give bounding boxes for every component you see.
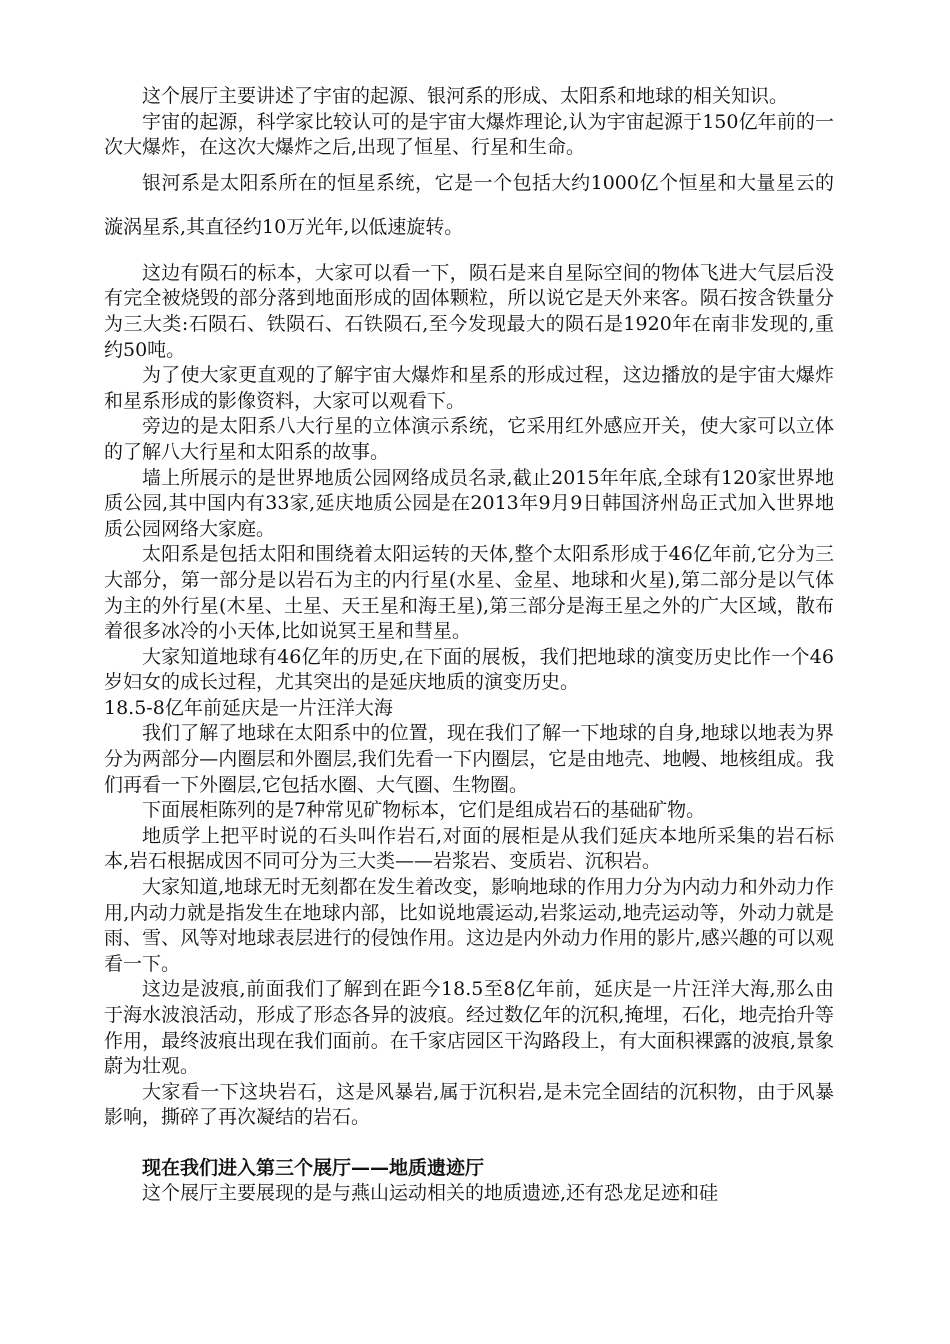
paragraph-hall-intro: 这个展厅主要讲述了宇宙的起源、银河系的形成、太阳系和地球的相关知识。: [142, 85, 789, 107]
paragraph-rocks: 地质学上把平时说的石头叫作岩石,对面的展柜是从我们延庆本地所采集的岩石标本,岩石根据成因不同可分为三大类——岩浆岩、变质岩、沉积岩。: [104, 824, 834, 873]
paragraph-earth-layers: 我们了解了地球在太阳系中的位置，现在我们了解一下地球的自身,地球以地表为界分为两部分—内圈层和外圈层,我们先看一下内圈层，它是由地壳、地幔、地核组成。我们再看一下外圈层,它包括水圈、大气圈、生物圈。: [104, 722, 834, 796]
paragraph-ripple-marks: 这边是波痕,前面我们了解到在距今18.5至8亿年前，延庆是一片汪洋大海,那么由于海水波浪活动，形成了形态各异的波痕。经过数亿年的沉积,掩埋，石化，地壳抬升等作用，最终波痕出现在我们面前。在千家店园区干沟路段上，有大面积裸露的波痕,景象蔚为壮观。: [104, 978, 834, 1078]
paragraph-meteorites: 这边有陨石的标本，大家可以看一下，陨石是来自星际空间的物体飞进大气层后没有完全被烧毁的部分落到地面形成的固体颗粒，所以说它是天外来客。陨石按含铁量分为三大类:石陨石、铁陨石、石铁陨石,至今发现最大的陨石是1920年在南非发现的,重约50吨。: [104, 261, 834, 361]
document-body: [104, 84, 834, 1207]
paragraph-universe-origin: 宇宙的起源，科学家比较认可的是宇宙大爆炸理论,认为宇宙起源于150亿年前的一次大爆炸，在这次大爆炸之后,出现了恒星、行星和生命。: [104, 110, 834, 159]
paragraph-dynamic-forces: 大家知道,地球无时无刻都在发生着改变，影响地球的作用力分为内动力和外动力作用,内动力就是指发生在地球内部，比如说地震运动,岩浆运动,地壳运动等，外动力就是雨、雪、风等对地球表层进行的侵蚀作用。这边是内外动力作用的影片,感兴趣的可以观看一下。: [104, 876, 834, 975]
paragraph-geological-relics: 这个展厅主要展现的是与燕山运动相关的地质遗迹,还有恐龙足迹和硅: [142, 1181, 719, 1204]
section-heading: 现在我们进入第三个展厅——地质遗迹厅: [142, 1156, 485, 1179]
paragraph-storm-rock: 大家看一下这块岩石，这是风暴岩,属于沉积岩,是未完全固结的沉积物，由于风暴影响，撕碎了再次凝结的岩石。: [104, 1080, 834, 1129]
paragraph-earth-history: 大家知道地球有46亿年的历史,在下面的展板，我们把地球的演变历史比作一个46岁妇女的成长过程，尤其突出的是延庆地质的演变历史。: [104, 645, 834, 694]
paragraph-geopark-network: 墙上所展示的是世界地质公园网络成员名录,截止2015年年底,全球有120家世界地质公园,其中国内有33家,延庆地质公园是在2013年9月9日韩国济州岛正式加入世界地质公园网络大家庭。: [104, 466, 834, 540]
paragraph-solar-system: 太阳系是包括太阳和围绕着太阳运转的天体,整个太阳系形成于46亿年前,它分为三大部分，第一部分是以岩石为主的内行星(水星、金星、地球和火星),第二部分是以气体为主的外行星(木星、土星、天王星和海王星),第三部分是海王星之外的广大区域，散布着很多冰冷的小天体,比如说冥王星和彗星。: [104, 543, 834, 643]
paragraph-planet-demo: 旁边的是太阳系八大行星的立体演示系统，它采用红外感应开关，使大家可以立体的了解八大行星和太阳系的故事。: [104, 415, 834, 463]
paragraph-minerals: 下面展柜陈列的是7种常见矿物标本，它们是组成岩石的基础矿物。: [142, 799, 706, 822]
paragraph-big-bang-video: 为了使大家更直观的了解宇宙大爆炸和星系的形成过程，这边播放的是宇宙大爆炸和星系形成的影像资料，大家可以观看下。: [104, 364, 834, 412]
paragraph-yanqing-ocean: 18.5-8亿年前延庆是一片汪洋大海: [104, 696, 393, 719]
paragraph-milky-way: 银河系是太阳系所在的恒星系统，它是一个包括大约1000亿个恒星和大量星云的漩涡星系,其直径约10万光年,以低速旋转。: [104, 171, 834, 238]
